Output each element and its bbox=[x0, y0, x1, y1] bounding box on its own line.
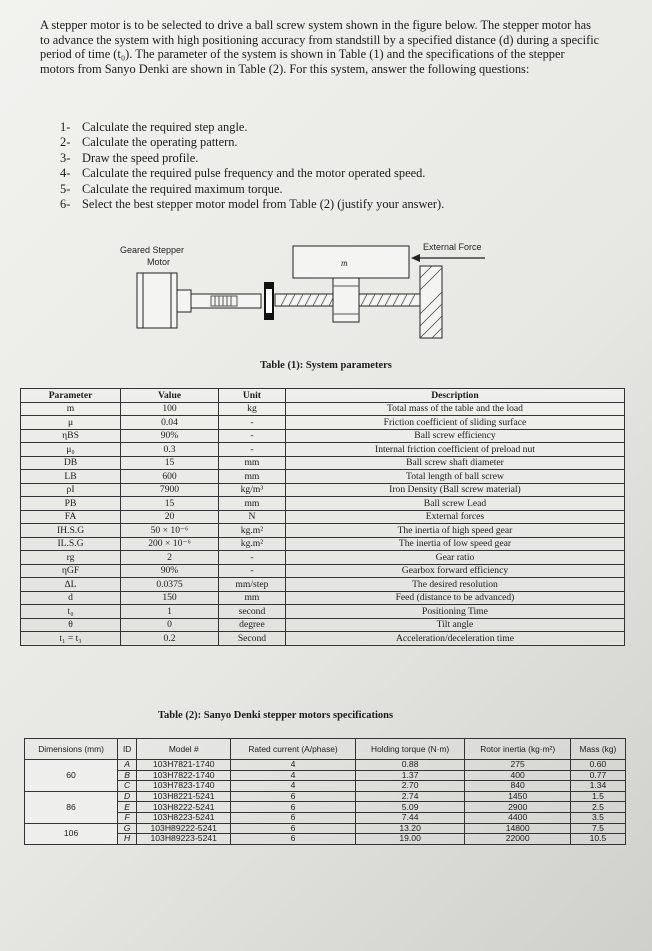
table-row bbox=[25, 760, 626, 771]
table2-cell: D bbox=[118, 791, 137, 802]
question-number: 3- bbox=[60, 150, 71, 165]
table2-cell: 3.5 bbox=[570, 812, 625, 823]
table2-cell: 22000 bbox=[465, 834, 570, 845]
table1-cell: mm bbox=[218, 470, 285, 484]
motor-label-2: Motor bbox=[147, 257, 171, 267]
table1-cell: - bbox=[218, 416, 285, 430]
table1-cell: 600 bbox=[121, 470, 219, 484]
table1-cell: kg bbox=[218, 402, 285, 416]
question-text: Select the best stepper motor model from Table (2) (justify your answer). bbox=[82, 197, 445, 212]
table1-cell: Ball screw Lead bbox=[285, 497, 624, 511]
table1-cell: ΔL bbox=[21, 578, 121, 592]
table2-cell: 0.77 bbox=[570, 770, 625, 781]
question-number: 4- bbox=[60, 166, 71, 181]
table1-cell: θ bbox=[21, 618, 121, 632]
table-row bbox=[21, 591, 625, 605]
table-row bbox=[21, 483, 625, 497]
table1-cell: μ₀ bbox=[21, 443, 121, 457]
table-mass bbox=[293, 246, 409, 322]
table1-cell: 0 bbox=[121, 618, 219, 632]
table2-cell: G bbox=[118, 823, 137, 834]
table1-header-cell: Value bbox=[121, 389, 219, 403]
table1-cell: Iron Density (Ball screw material) bbox=[285, 483, 624, 497]
question-item bbox=[60, 120, 444, 135]
table-row bbox=[21, 416, 625, 430]
table1-cell: - bbox=[218, 443, 285, 457]
table2-cell: 400 bbox=[465, 770, 570, 781]
table2-cell: 103H8222-5241 bbox=[137, 802, 231, 813]
table1-cell: rg bbox=[21, 551, 121, 565]
table2-cell: 103H7823-1740 bbox=[137, 781, 231, 792]
table2-header-cell: Mass (kg) bbox=[570, 739, 625, 760]
table1-cell: Total mass of the table and the load bbox=[285, 402, 624, 416]
table1-cell: IH.S.G bbox=[21, 524, 121, 538]
table-row bbox=[21, 524, 625, 538]
table1-cell: 15 bbox=[121, 456, 219, 470]
table1-cell: mm/step bbox=[218, 578, 285, 592]
table2-cell: 4 bbox=[231, 760, 355, 771]
table1-cell: d bbox=[21, 591, 121, 605]
table2-header-cell: Rated current (A/phase) bbox=[231, 739, 355, 760]
table2-cell: 6 bbox=[231, 802, 355, 813]
question-text: Draw the speed profile. bbox=[82, 150, 199, 165]
table2-body bbox=[25, 760, 626, 845]
table2-cell: E bbox=[118, 802, 137, 813]
table1-cell: 50 × 10⁻⁶ bbox=[121, 524, 219, 538]
table1-header-row bbox=[21, 389, 625, 403]
table1-cell: 90% bbox=[121, 564, 219, 578]
table2-cell: 103H7821-1740 bbox=[137, 760, 231, 771]
dimension-cell: 60 bbox=[25, 760, 118, 792]
table1-cell: Ball screw efficiency bbox=[285, 429, 624, 443]
table1-cell: Feed (distance to be advanced) bbox=[285, 591, 624, 605]
force-label: External Force bbox=[423, 242, 482, 252]
question-item bbox=[60, 151, 444, 166]
table2-cell: 1.37 bbox=[355, 770, 465, 781]
problem-statement bbox=[40, 18, 600, 76]
stepper-motor-specs-table bbox=[24, 738, 626, 845]
table1-header-cell: Unit bbox=[218, 389, 285, 403]
table2-cell: 7.44 bbox=[355, 812, 465, 823]
table2-header-cell: Model # bbox=[137, 739, 231, 760]
gearbox bbox=[191, 294, 261, 308]
table2-cell: 6 bbox=[231, 834, 355, 845]
table-row bbox=[25, 791, 626, 802]
table2-cell: C bbox=[118, 781, 137, 792]
table1-cell: mm bbox=[218, 497, 285, 511]
table-row bbox=[21, 564, 625, 578]
question-text: Calculate the required pulse frequency and the motor operated speed. bbox=[82, 166, 426, 181]
table2-cell: 103H8221-5241 bbox=[137, 791, 231, 802]
table2-header-cell: Rotor inertia (kg·m²) bbox=[465, 739, 570, 760]
table2-cell: 2.5 bbox=[570, 802, 625, 813]
table2-cell: 4400 bbox=[465, 812, 570, 823]
table1-header-cell: Description bbox=[285, 389, 624, 403]
table2-cell: 103H8223-5241 bbox=[137, 812, 231, 823]
table2-cell: 1.5 bbox=[570, 791, 625, 802]
table1-cell: - bbox=[218, 551, 285, 565]
table2-cell: A bbox=[118, 760, 137, 771]
question-text: Calculate the required step angle. bbox=[82, 120, 248, 134]
table2-cell: 103H89223-5241 bbox=[137, 834, 231, 845]
table1-cell: Total length of ball screw bbox=[285, 470, 624, 484]
dimension-cell: 86 bbox=[25, 791, 118, 823]
ball-screw-figure bbox=[115, 238, 520, 350]
table2-cell: 1.34 bbox=[570, 781, 625, 792]
table1-cell: 90% bbox=[121, 429, 219, 443]
table1-cell: Ball screw shaft diameter bbox=[285, 456, 624, 470]
table1-cell: mm bbox=[218, 591, 285, 605]
table1-cell: ηBS bbox=[21, 429, 121, 443]
table-row bbox=[21, 443, 625, 457]
table1-cell: Acceleration/deceleration time bbox=[285, 632, 624, 646]
table2-cell: H bbox=[118, 834, 137, 845]
table2-cell: B bbox=[118, 770, 137, 781]
table-row bbox=[21, 618, 625, 632]
table1-cell: 20 bbox=[121, 510, 219, 524]
table1-cell: Friction coefficient of sliding surface bbox=[285, 416, 624, 430]
table-row bbox=[21, 551, 625, 565]
question-text: Calculate the operating pattern. bbox=[82, 135, 238, 150]
table1-cell: DB bbox=[21, 456, 121, 470]
question-text: Calculate the required maximum torque. bbox=[82, 181, 283, 196]
table-row bbox=[21, 429, 625, 443]
table1-cell: Second bbox=[218, 632, 285, 646]
table1-cell: - bbox=[218, 564, 285, 578]
table2-header-cell: Holding torque (N·m) bbox=[355, 739, 465, 760]
table1-cell: 0.04 bbox=[121, 416, 219, 430]
question-number: 6- bbox=[60, 197, 71, 212]
mass-label: m bbox=[341, 258, 348, 268]
table2-cell: 103H7822-1740 bbox=[137, 770, 231, 781]
table1-cell: t₀ bbox=[21, 605, 121, 619]
table2-cell: 4 bbox=[231, 770, 355, 781]
table2-cell: 2900 bbox=[465, 802, 570, 813]
table1-cell: IL.S.G bbox=[21, 537, 121, 551]
table2-cell: 6 bbox=[231, 812, 355, 823]
stepper-motor bbox=[137, 273, 191, 328]
table1-cell: 2 bbox=[121, 551, 219, 565]
table1-cell: 0.0375 bbox=[121, 578, 219, 592]
table-row bbox=[21, 497, 625, 511]
table1-cell: LB bbox=[21, 470, 121, 484]
end-support bbox=[420, 266, 442, 338]
table1-cell: mm bbox=[218, 456, 285, 470]
question-number: 5- bbox=[60, 181, 71, 196]
table1-cell: ρI bbox=[21, 483, 121, 497]
table1-cell: Gear ratio bbox=[285, 551, 624, 565]
table2-cell: 840 bbox=[465, 781, 570, 792]
table2-cell: 7.5 bbox=[570, 823, 625, 834]
table1-cell: m bbox=[21, 402, 121, 416]
table-row bbox=[21, 456, 625, 470]
table1-body bbox=[21, 402, 625, 645]
question-item bbox=[60, 182, 444, 197]
table1-cell: kg.m² bbox=[218, 524, 285, 538]
table1-cell: The inertia of high speed gear bbox=[285, 524, 624, 538]
coupling bbox=[265, 283, 273, 319]
table-row bbox=[21, 578, 625, 592]
table2-cell: 2.70 bbox=[355, 781, 465, 792]
table-row bbox=[21, 470, 625, 484]
table1-cell: degree bbox=[218, 618, 285, 632]
table1-cell: 0.2 bbox=[121, 632, 219, 646]
table2-caption: Table (2): Sanyo Denki stepper motors specifications bbox=[158, 710, 394, 721]
table1-cell: Gearbox forward efficiency bbox=[285, 564, 624, 578]
table2-header-row bbox=[25, 739, 626, 760]
table1-cell: PB bbox=[21, 497, 121, 511]
question-number: 2- bbox=[60, 135, 71, 150]
table1-cell: Internal friction coefficient of preload nut bbox=[285, 443, 624, 457]
motor-label-1: Geared Stepper bbox=[120, 245, 185, 255]
table2-cell: 6 bbox=[231, 823, 355, 834]
table2-cell: 0.60 bbox=[570, 760, 625, 771]
table2-cell: 0.88 bbox=[355, 760, 465, 771]
table2-cell: 13.20 bbox=[355, 823, 465, 834]
question-item bbox=[60, 135, 444, 150]
table1-cell: μ bbox=[21, 416, 121, 430]
table1-cell: 1 bbox=[121, 605, 219, 619]
table2-cell: 1450 bbox=[465, 791, 570, 802]
table2-cell: 14800 bbox=[465, 823, 570, 834]
dimension-cell: 106 bbox=[25, 823, 118, 844]
table-row bbox=[21, 402, 625, 416]
table2-cell: 2.74 bbox=[355, 791, 465, 802]
table1-cell: External forces bbox=[285, 510, 624, 524]
external-force-arrow bbox=[411, 254, 485, 262]
table1-cell: second bbox=[218, 605, 285, 619]
table-row bbox=[21, 632, 625, 646]
table2-header-cell: ID bbox=[118, 739, 137, 760]
table1-cell: kg/m³ bbox=[218, 483, 285, 497]
table2-header-cell: Dimensions (mm) bbox=[25, 739, 118, 760]
table-row bbox=[25, 823, 626, 834]
table2-cell: F bbox=[118, 812, 137, 823]
table2-cell: 6 bbox=[231, 791, 355, 802]
table1-cell: 150 bbox=[121, 591, 219, 605]
table2-cell: 4 bbox=[231, 781, 355, 792]
system-parameters-table bbox=[20, 388, 625, 646]
question-item bbox=[60, 166, 444, 181]
question-item bbox=[60, 197, 444, 212]
table-row bbox=[21, 605, 625, 619]
table1-cell: The desired resolution bbox=[285, 578, 624, 592]
table1-caption: Table (1): System parameters bbox=[260, 360, 392, 371]
intro-paragraph: A stepper motor is to be selected to drive a ball screw system shown in the figure below. The stepper motor has to advance the system with high positioning accuracy from standstill by a specified distance (d) during a specific period of time (t₀). The parameter of the system is shown in Table (1) and the specifications of the stepper motors from Sanyo Denki are shown in Table (2). For this system, answer the following questions: bbox=[40, 18, 600, 76]
table1-cell: FA bbox=[21, 510, 121, 524]
table1-cell: t₁ = t₃ bbox=[21, 632, 121, 646]
question-number: 1- bbox=[60, 120, 71, 134]
table1-cell: kg.m² bbox=[218, 537, 285, 551]
table2-cell: 19.00 bbox=[355, 834, 465, 845]
table2-cell: 10.5 bbox=[570, 834, 625, 845]
table1-cell: 7900 bbox=[121, 483, 219, 497]
table2-cell: 103H89222-5241 bbox=[137, 823, 231, 834]
table1-cell: Tilt angle bbox=[285, 618, 624, 632]
table1-cell: 100 bbox=[121, 402, 219, 416]
table1-cell: 15 bbox=[121, 497, 219, 511]
table1-cell: Positioning Time bbox=[285, 605, 624, 619]
table1-cell: - bbox=[218, 429, 285, 443]
table2-cell: 275 bbox=[465, 760, 570, 771]
table1-cell: ηGF bbox=[21, 564, 121, 578]
question-list bbox=[60, 120, 444, 212]
table2-cell: 5.09 bbox=[355, 802, 465, 813]
table1-cell: 0.3 bbox=[121, 443, 219, 457]
table-row bbox=[21, 510, 625, 524]
table-row bbox=[21, 537, 625, 551]
table1-cell: N bbox=[218, 510, 285, 524]
table1-cell: 200 × 10⁻⁶ bbox=[121, 537, 219, 551]
table1-header-cell: Parameter bbox=[21, 389, 121, 403]
table1-cell: The inertia of low speed gear bbox=[285, 537, 624, 551]
